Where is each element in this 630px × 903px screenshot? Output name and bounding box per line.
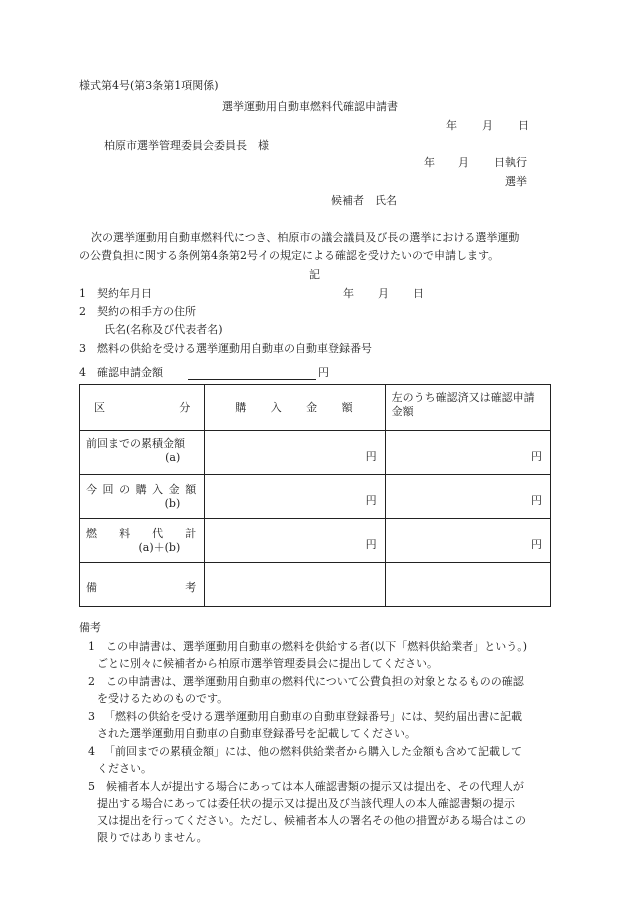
confirmed-amount-cell[interactable] [385, 431, 550, 475]
item-number: 1 [79, 287, 86, 300]
yen-unit: 円 [531, 538, 542, 551]
confirmed-amount-cell[interactable] [385, 519, 550, 563]
date-day: 日 [518, 119, 529, 132]
row-sublabel: (a)＋(b) [138, 541, 181, 554]
label-char: 備 [86, 581, 97, 594]
row-label: 前回までの累積金額 [86, 437, 185, 450]
purchase-amount-cell[interactable] [205, 431, 385, 475]
label-char: 入 [152, 483, 164, 496]
date-month: 月 [482, 119, 493, 132]
amount-unit: 円 [318, 366, 329, 379]
header-char: 額 [341, 401, 353, 414]
row-label-cell [80, 431, 205, 475]
table-row [80, 475, 551, 519]
body-paragraph-line1: 次の選挙運動用自動車燃料代につき、柏原市の議会議員及び長の選挙における選挙運動 [91, 231, 520, 244]
note-line: 「前回までの累積金額」には、他の燃料供給業者から購入した金額も含めて記載して [104, 745, 522, 758]
note-line: を受けるためのものです。 [97, 692, 229, 705]
row-label-cell [80, 563, 205, 607]
note-number: 1 [88, 640, 95, 653]
label-char: 計 [185, 527, 197, 540]
label-char: 金 [168, 483, 180, 496]
label-char: 代 [152, 527, 164, 540]
row-label [80, 475, 204, 497]
note-line: この申請書は、選挙運動用自動車の燃料代について公費負担の対象となるものの確認 [106, 675, 524, 688]
note-number: 4 [88, 745, 95, 758]
row-sublabel: (a) [165, 451, 181, 464]
item-number: 4 [79, 366, 86, 379]
fuel-amount-table [79, 384, 551, 607]
note-line: 候補者本人が提出する場合にあっては本人確認書類の提示又は提出を、その代理人が [106, 780, 524, 793]
table-row [80, 519, 551, 563]
addressee: 柏原市選挙管理委員会委員長 様 [104, 139, 269, 152]
ki-heading: 記 [309, 268, 320, 281]
note-line: ごとに別々に候補者から柏原市選挙管理委員会に提出してください。 [97, 657, 438, 670]
confirmed-amount-cell[interactable] [385, 475, 550, 519]
header-purchase-amount [205, 385, 385, 431]
remarks-cell[interactable] [385, 563, 550, 607]
document-title: 選挙運動用自動車燃料代確認申請書 [222, 100, 398, 113]
item-label: 契約の相手方の住所 [97, 305, 196, 318]
label-char: 額 [185, 483, 197, 496]
label-char: 今 [86, 483, 97, 496]
remarks-cell[interactable] [205, 563, 385, 607]
table-header-row [80, 385, 551, 431]
election-day: 日執行 [494, 156, 527, 169]
row-label-cell [80, 519, 205, 563]
amount-blank-line [188, 366, 316, 380]
contract-month: 月 [378, 287, 389, 300]
label-char: 回 [102, 483, 114, 496]
header-category [80, 385, 205, 431]
note-number: 3 [88, 710, 95, 723]
note-number: 2 [88, 675, 95, 688]
row-label-cell [80, 475, 205, 519]
item-number: 3 [79, 342, 86, 355]
header-char: 金 [306, 401, 318, 414]
row-label [80, 519, 204, 541]
item-number: 2 [79, 305, 86, 318]
contract-year: 年 [343, 287, 354, 300]
row-label [80, 563, 204, 595]
label-char: 燃 [86, 527, 97, 540]
header-confirmed-amount [385, 385, 550, 431]
item-label: 確認申請金額 [97, 366, 163, 379]
note-line: された選挙運動用自動車の自動車登録番号を記載してください。 [97, 727, 416, 740]
header-char: 入 [270, 401, 282, 414]
election-month: 月 [458, 156, 469, 169]
note-line: この申請書は、選挙運動用自動車の燃料を供給する者(以下「燃料供給業者」という。) [106, 640, 528, 653]
note-line: 提出する場合にあっては委任状の提示又は提出及び当該代理人の本人確認書類の提示 [97, 797, 515, 810]
note-line: 「燃料の供給を受ける選挙運動用自動車の自動車登録番号」には、契約届出書に記載 [104, 710, 522, 723]
item-sublabel: 氏名(名称及び代表者名) [104, 323, 223, 336]
purchase-amount-cell[interactable] [205, 519, 385, 563]
label-char: 購 [135, 483, 147, 496]
item-label: 契約年月日 [97, 287, 152, 300]
note-line: 限りではありません。 [97, 831, 208, 844]
header-char: 区 [94, 401, 105, 414]
header-char: 購 [235, 401, 247, 414]
note-number: 5 [88, 780, 95, 793]
note-line: ください。 [97, 762, 152, 775]
table-row [80, 431, 551, 475]
yen-unit: 円 [531, 450, 542, 463]
yen-unit: 円 [531, 494, 542, 507]
label-char: の [119, 483, 131, 496]
table-row [80, 563, 551, 607]
election-year: 年 [424, 156, 435, 169]
candidate-name-label: 候補者 氏名 [331, 194, 397, 207]
item-label: 燃料の供給を受ける選挙運動用自動車の自動車登録番号 [97, 342, 372, 355]
header-confirmed-text: 左のうち確認済又は確認申請金額 [391, 391, 535, 418]
form-number: 様式第4号(第3条第1項関係) [79, 79, 219, 92]
date-year: 年 [446, 119, 457, 132]
contract-day: 日 [413, 287, 424, 300]
body-paragraph-line2: の公費負担に関する条例第4条第2号イの規定による確認を受けたいので申請します。 [79, 249, 500, 262]
yen-unit: 円 [365, 538, 377, 551]
yen-unit: 円 [365, 450, 377, 463]
note-line: 又は提出を行ってください。ただし、候補者本人の署名その他の措置がある場合はこの [97, 814, 526, 827]
yen-unit: 円 [365, 494, 377, 507]
row-sublabel: (b) [164, 497, 181, 510]
purchase-amount-cell[interactable] [205, 475, 385, 519]
election-label: 選挙 [505, 175, 527, 188]
header-char: 分 [179, 401, 191, 414]
label-char: 考 [185, 581, 197, 594]
label-char: 料 [119, 527, 131, 540]
notes-heading: 備考 [79, 621, 101, 634]
